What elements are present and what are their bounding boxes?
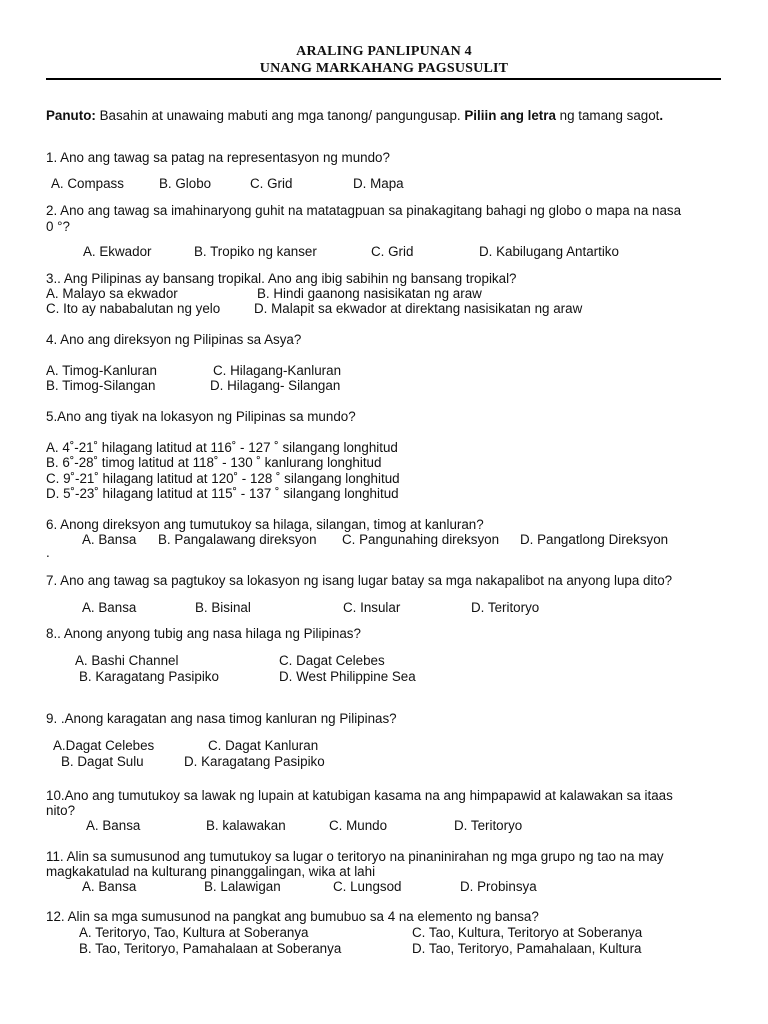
q9-option-a[interactable]: A.Dagat Celebes: [53, 738, 155, 753]
q1-option-c[interactable]: C. Grid: [250, 176, 293, 191]
q3-option-c[interactable]: C. Ito ay nababalutan ng yelo: [46, 301, 221, 316]
q10-option-b[interactable]: B. kalawakan: [206, 818, 286, 833]
q8-option-a[interactable]: A. Bashi Channel: [75, 653, 179, 668]
question-1: 1. Ano ang tawag sa patag na representasyon ng mundo?: [46, 150, 390, 165]
q2-option-b[interactable]: B. Tropiko ng kanser: [194, 244, 317, 259]
question-10: 10.Ano ang tumutukoy sa lawak ng lupain at katubigan kasama na ang himpapawid at kalawakan sa itaas: [46, 788, 673, 803]
question-5: 5.Ano ang tiyak na lokasyon ng Pilipinas sa mundo?: [46, 409, 356, 424]
q7-option-b[interactable]: B. Bisinal: [195, 600, 251, 615]
question-4: 4. Ano ang direksyon ng Pilipinas sa Asya?: [46, 332, 302, 347]
q4-option-a[interactable]: A. Timog-Kanluran: [46, 363, 157, 378]
q11-option-b[interactable]: B. Lalawigan: [204, 879, 281, 894]
q9-option-c[interactable]: C. Dagat Kanluran: [208, 738, 319, 753]
q3-option-b[interactable]: B. Hindi gaanong nasisikatan ng araw: [257, 286, 482, 301]
q1-option-a[interactable]: A. Compass: [51, 176, 124, 191]
q6-option-c[interactable]: C. Pangunahing direksyon: [342, 532, 500, 547]
exam-title: ARALING PANLIPUNAN 4: [296, 44, 472, 59]
q5-option-c[interactable]: C. 9˚-21˚ hilagang latitud at 120˚ - 128 ˚ silangang longhitud: [46, 471, 400, 486]
q8-option-d[interactable]: D. West Philippine Sea: [279, 669, 416, 684]
question-7: 7. Ano ang tawag sa pagtukoy sa lokasyon ng isang lugar batay sa mga nakapalibot na anyong lupa dito?: [46, 573, 673, 588]
q12-option-a[interactable]: A. Teritoryo, Tao, Kultura at Soberanya: [79, 925, 309, 940]
q12-option-b[interactable]: B. Tao, Teritoryo, Pamahalaan at Soberanya: [79, 941, 342, 956]
q3-option-d[interactable]: D. Malapit sa ekwador at direktang nasisikatan ng araw: [254, 301, 583, 316]
exam-subtitle: UNANG MARKAHANG PAGSUSULIT: [259, 61, 509, 76]
q4-option-d[interactable]: D. Hilagang- Silangan: [210, 378, 341, 393]
q1-option-d[interactable]: D. Mapa: [353, 176, 404, 191]
question-6: 6. Anong direksyon ang tumutukoy sa hilaga, silangan, timog at kanluran?: [46, 517, 484, 532]
q6-option-d[interactable]: D. Pangatlong Direksyon: [520, 532, 669, 547]
question-3: 3.. Ang Pilipinas ay bansang tropikal. Ano ang ibig sabihin ng bansang tropikal?: [46, 271, 517, 286]
q8-option-b[interactable]: B. Karagatang Pasipiko: [79, 669, 219, 684]
directions-label: Panuto:: [46, 108, 96, 123]
q1-option-b[interactable]: B. Globo: [159, 176, 212, 191]
directions-bold: Piliin ang letra: [464, 108, 556, 123]
q11-option-c[interactable]: C. Lungsod: [333, 879, 402, 894]
q10-option-c[interactable]: C. Mundo: [329, 818, 388, 833]
question-10-cont: nito?: [46, 803, 76, 818]
q11-option-a[interactable]: A. Bansa: [82, 879, 137, 894]
directions-text2: ng tamang sagot: [555, 108, 660, 123]
question-9: 9. .Anong karagatan ang nasa timog kanluran ng Pilipinas?: [46, 711, 397, 726]
q9-option-b[interactable]: B. Dagat Sulu: [61, 754, 144, 769]
q2-option-c[interactable]: C. Grid: [371, 244, 414, 259]
q5-option-a[interactable]: A. 4˚-21˚ hilagang latitud at 116˚ - 127 ˚ silangang longhitud: [46, 440, 398, 455]
q4-option-b[interactable]: B. Timog-Silangan: [46, 378, 156, 393]
directions-period: .: [659, 108, 664, 123]
directions-text1: Basahin at unawaing mabuti ang mga tanong/ pangungusap.: [95, 108, 465, 123]
q7-option-a[interactable]: A. Bansa: [82, 600, 137, 615]
question-12: 12. Alin sa mga sumusunod na pangkat ang bumubuo sa 4 na elemento ng bansa?: [46, 909, 539, 924]
q5-option-b[interactable]: B. 6˚-28˚ timog latitud at 118˚ - 130 ˚ kanlurang longhitud: [46, 455, 382, 470]
q6-option-b[interactable]: B. Pangalawang direksyon: [158, 532, 317, 547]
q6-option-a[interactable]: A. Bansa: [82, 532, 137, 547]
q9-option-d[interactable]: D. Karagatang Pasipiko: [184, 754, 325, 769]
q3-option-a[interactable]: A. Malayo sa ekwador: [46, 286, 178, 301]
q12-option-c[interactable]: C. Tao, Kultura, Teritoryo at Soberanya: [412, 925, 643, 940]
q8-option-c[interactable]: C. Dagat Celebes: [279, 653, 385, 668]
q4-option-c[interactable]: C. Hilagang-Kanluran: [213, 363, 342, 378]
question-11: 11. Alin sa sumusunod ang tumutukoy sa lugar o teritoryo na pinaninirahan ng mga grupo ng tao na may: [46, 849, 664, 864]
q11-option-d[interactable]: D. Probinsya: [460, 879, 537, 894]
question-2: 2. Ano ang tawag sa imahinaryong guhit na matatagpuan sa pinakagitang bahagi ng globo o mapa na nasa: [46, 203, 682, 218]
q2-option-d[interactable]: D. Kabilugang Antartiko: [479, 244, 619, 259]
stray-period: .: [46, 545, 50, 560]
q12-option-d[interactable]: D. Tao, Teritoryo, Pamahalaan, Kultura: [412, 941, 642, 956]
question-2-cont: 0 °?: [46, 219, 70, 234]
question-11-cont: magkakatulad na kulturang pinanggalingan, wika at lahi: [46, 864, 376, 879]
q2-option-a[interactable]: A. Ekwador: [83, 244, 152, 259]
q10-option-a[interactable]: A. Bansa: [86, 818, 141, 833]
q5-option-d[interactable]: D. 5˚-23˚ hilagang latitud at 115˚ - 137 ˚ silangang longhitud: [46, 486, 399, 501]
q10-option-d[interactable]: D. Teritoryo: [454, 818, 523, 833]
q7-option-c[interactable]: C. Insular: [343, 600, 401, 615]
header-divider: [46, 78, 721, 80]
question-8: 8.. Anong anyong tubig ang nasa hilaga ng Pilipinas?: [46, 626, 361, 641]
q7-option-d[interactable]: D. Teritoryo: [471, 600, 540, 615]
directions: [46, 108, 663, 124]
